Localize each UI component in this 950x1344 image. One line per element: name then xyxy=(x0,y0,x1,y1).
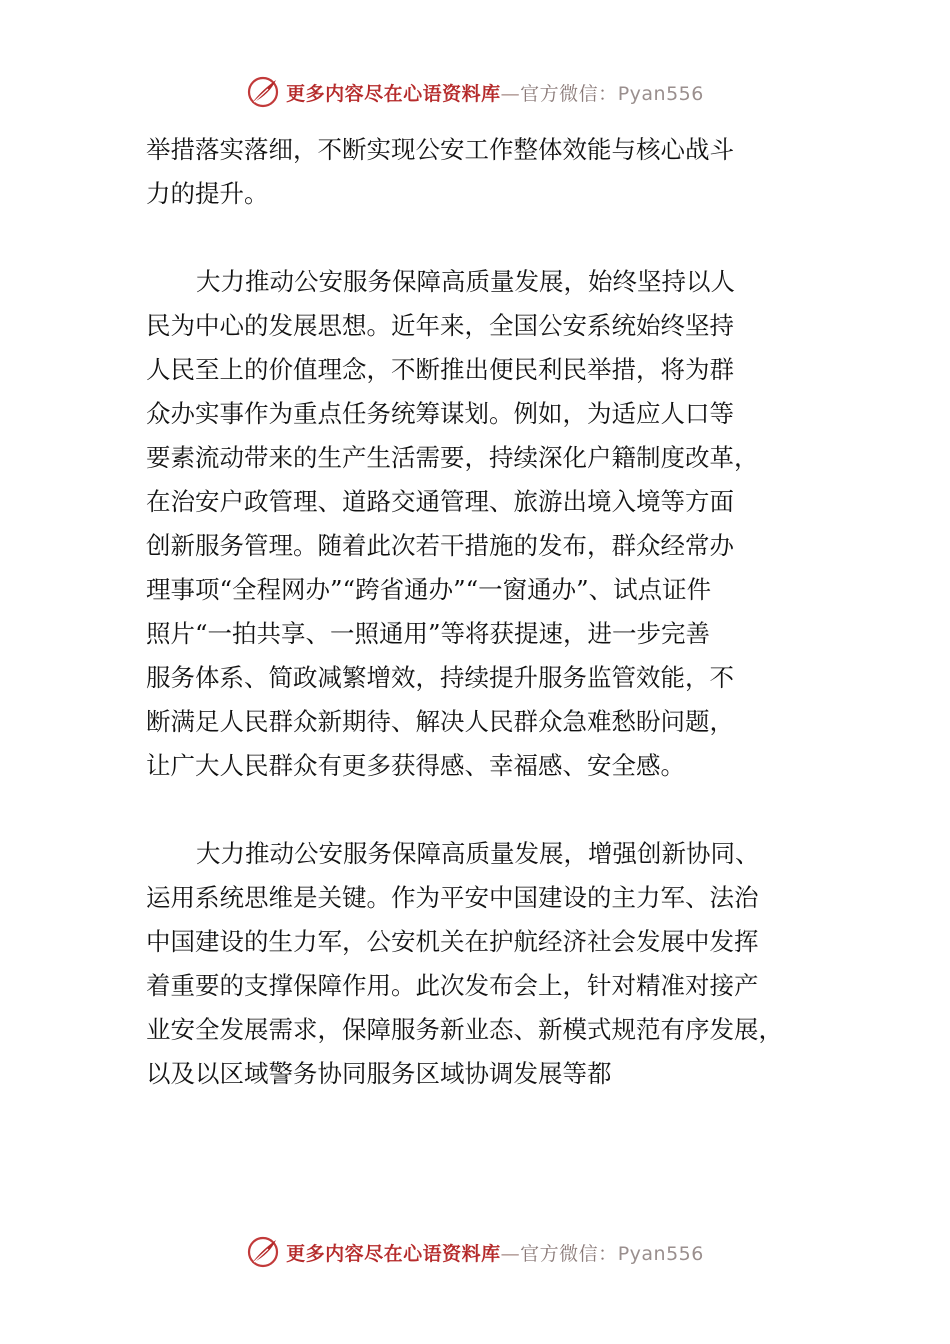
watermark-label: 官方微信： xyxy=(520,1242,618,1265)
paragraph-service-people xyxy=(146,260,836,788)
watermark-account: Pyan556 xyxy=(617,1242,704,1265)
footer-watermark xyxy=(0,1230,950,1274)
watermark-label: 官方微信： xyxy=(520,82,618,105)
paragraph-continuation xyxy=(146,128,836,216)
text-line: 举措落实落细，不断实现公安工作整体效能与核心战斗 xyxy=(146,135,734,164)
text-line: 要素流动带来的生产生活需要，持续深化户籍制度改革， xyxy=(146,443,759,472)
document-body xyxy=(146,128,836,1096)
feather-logo-icon xyxy=(246,75,280,109)
paragraph-innovation-collaboration xyxy=(146,832,836,1096)
watermark-account: Pyan556 xyxy=(617,82,704,105)
watermark-text xyxy=(286,1239,704,1266)
feather-logo-icon xyxy=(246,1235,280,1269)
text-line: 在治安户政管理、道路交通管理、旅游出境入境等方面 xyxy=(146,487,734,516)
header-watermark xyxy=(0,70,950,114)
watermark-text xyxy=(286,79,704,106)
text-line: 人民至上的价值理念，不断推出便民利民举措，将为群 xyxy=(146,355,734,384)
watermark-brand: 更多内容尽在心语资料库 xyxy=(286,1242,501,1265)
watermark-brand: 更多内容尽在心语资料库 xyxy=(286,82,501,105)
text-line: 理事项“全程网办”“跨省通办”“一窗通办”、试点证件 xyxy=(146,575,712,604)
text-line: 着重要的支撑保障作用。此次发布会上，针对精准对接产 xyxy=(146,971,759,1000)
text-line: 断满足人民群众新期待、解决人民群众急难愁盼问题， xyxy=(146,707,734,736)
text-line: 众办实事作为重点任务统筹谋划。例如，为适应人口等 xyxy=(146,399,734,428)
text-line: 业安全发展需求，保障服务新业态、新模式规范有序发展， xyxy=(146,1015,783,1044)
text-line: 中国建设的生力军，公安机关在护航经济社会发展中发挥 xyxy=(146,927,759,956)
text-line: 服务体系、简政减繁增效，持续提升服务监管效能，不 xyxy=(146,663,734,692)
text-line: 民为中心的发展思想。近年来，全国公安系统始终坚持 xyxy=(146,311,734,340)
text-line: 运用系统思维是关键。作为平安中国建设的主力军、法治 xyxy=(146,883,759,912)
text-line: 以及以区域警务协同服务区域协调发展等都 xyxy=(146,1059,612,1088)
text-line: 大力推动公安服务保障高质量发展，始终坚持以人 xyxy=(196,267,735,296)
watermark-separator: — xyxy=(500,82,521,105)
text-line: 大力推动公安服务保障高质量发展，增强创新协同、 xyxy=(196,839,760,868)
text-line: 力的提升。 xyxy=(146,179,269,208)
text-line: 创新服务管理。随着此次若干措施的发布，群众经常办 xyxy=(146,531,734,560)
text-line: 照片“一拍共享、一照通用”等将获提速，进一步完善 xyxy=(146,619,711,648)
watermark-separator: — xyxy=(500,1242,521,1265)
text-line: 让广大人民群众有更多获得感、幸福感、安全感。 xyxy=(146,751,685,780)
